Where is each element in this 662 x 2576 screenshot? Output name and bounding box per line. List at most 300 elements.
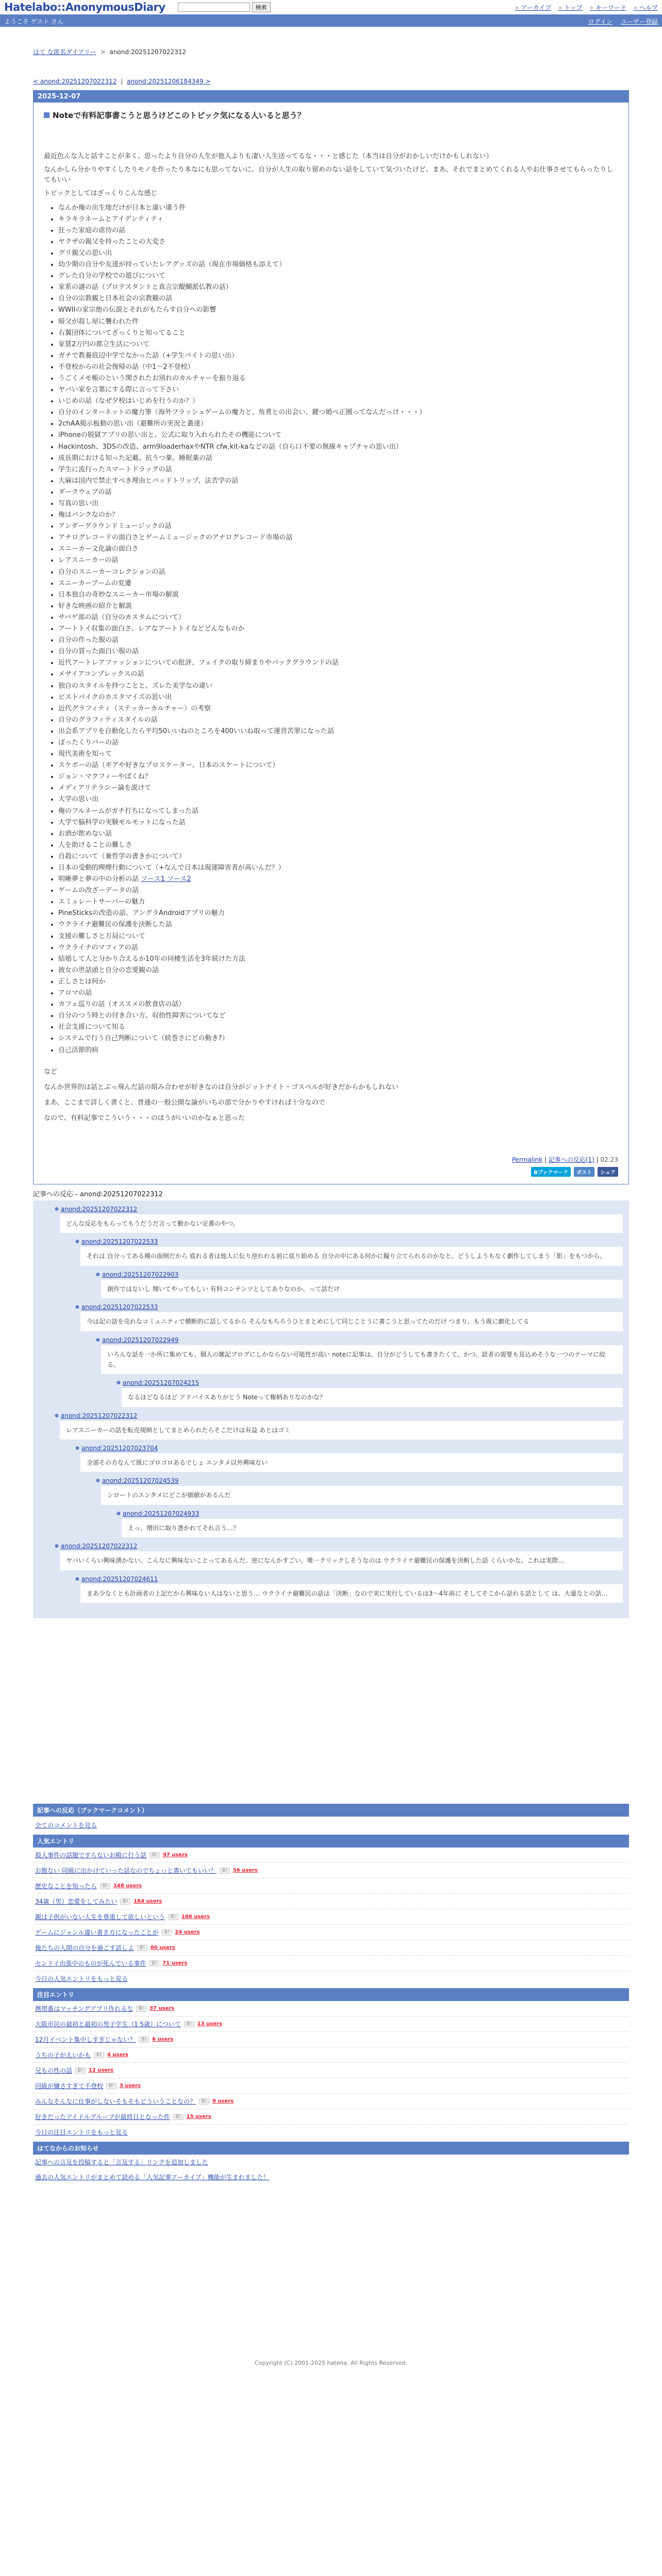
entry-body (34, 103, 628, 1184)
reaction-text: 今は記の話を売れなコミュニティで横断的に話してるから そんなもちろうひとまとめにして同じことうに書こうと思ってたのだけ つまり、もう既に劇化してる (80, 1312, 623, 1331)
topic-item (58, 442, 618, 453)
topic-item (58, 293, 618, 304)
reaction-item (75, 1303, 623, 1331)
permalink[interactable]: Permalink (511, 1156, 543, 1163)
topic-list (44, 202, 618, 1056)
ranking-entry-link[interactable]: 大阪市民の最初と最初の男子学生（1 5歳）について (35, 2021, 181, 2028)
ranking-entry (33, 2078, 629, 2094)
topic-text: PineSticksの改造の話、アングラAndroidアプリの魅力 (58, 909, 225, 918)
ranking-entry-link[interactable]: 歴史なことを知ったら (35, 1883, 97, 1890)
reaction-link[interactable]: ● anond:20251207023704 (81, 1445, 158, 1452)
bookmark-count-icon: B! (150, 1852, 160, 1858)
reaction-text: シロートのエンタメにどこが価値があるんだ (101, 1486, 623, 1504)
ranking-entry (33, 2063, 629, 2078)
topic-item (58, 407, 618, 418)
topic-text: 日本の受動的喫煙行動について（+なんで日本は現運障害者が高いんだ？） (58, 864, 285, 872)
notice-link[interactable]: 過去の人気エントリがまとめて読める「人気記事アーカイブ」機能が生まれました！ (35, 2174, 270, 2181)
topic-item (58, 874, 618, 885)
bookmark-count-icon: B! (220, 1868, 230, 1874)
bookmark-comments-heading: 記事への反応（ブックマークコメント） (33, 1804, 629, 1817)
reaction-header (55, 1206, 623, 1213)
reaction-link[interactable]: ● anond:20251207022312 (60, 1412, 138, 1419)
ranking-entry (33, 1956, 629, 1971)
reaction-item (55, 1412, 623, 1439)
topic-item (58, 1022, 618, 1033)
top-header (0, 0, 662, 15)
site-logo[interactable] (4, 1, 166, 13)
topic-text: エミュレートサーバーの魅力 (58, 898, 145, 906)
users-count[interactable]: 184 users (134, 1899, 162, 1905)
topic-text: 成長期における知った記載、抗うつ薬、睡眠薬の話 (58, 454, 213, 462)
reaction-item (75, 1238, 623, 1265)
topic-item (58, 760, 618, 771)
reaction-item (75, 1575, 623, 1603)
reaction-header (75, 1445, 623, 1452)
notice-link[interactable]: 記事への言及を投稿すると「言及する」リンクを追加しました (35, 2159, 208, 2166)
topic-text: カフェ巡りの話（オススメの飲食店の話） (58, 1001, 186, 1009)
users-count[interactable]: 71 users (162, 1960, 188, 1967)
users-count[interactable]: 13 users (197, 2021, 222, 2027)
reaction-link[interactable]: ● anond:20251207024611 (81, 1575, 158, 1583)
topic-item (58, 350, 618, 362)
topic-text: アナログレコードの面白さとゲームミュージックのアナログレコード市場の話 (58, 534, 293, 542)
breadcrumb-current: anond:20251207022312 (109, 48, 186, 56)
topic-text: 結婚して人と分かり合えるか10年の同棲生活を3年続けた方法 (58, 955, 245, 963)
topic-item (58, 270, 618, 282)
topic-text: ヤクザの親父を持ったことの大変さ (58, 238, 166, 246)
users-count[interactable]: 15 users (186, 2114, 211, 2120)
user-bar (0, 15, 662, 27)
ranking-entry-link[interactable]: 好きだったアイドルグループが最終日となった件 (35, 2113, 170, 2121)
topic-text: 2chAA掲示板動の思い出（避難所の実況と叢達） (58, 420, 207, 428)
topic-text: スケボーの話（ギアや好きなプロスケーター、日本のスケートについて） (58, 761, 279, 770)
nav-keyword[interactable]: » キーワード (590, 3, 626, 12)
ranking-entry (33, 2109, 629, 2125)
breadcrumb-separator: > (100, 48, 106, 56)
bookmark-count-icon: B! (100, 1883, 110, 1889)
topic-text: 大麻は国内で禁止すべき理由とパッドトリップ、法苦学の話 (58, 477, 239, 485)
topic-text: 右翼団体についてざっくりと知ってること (58, 329, 186, 337)
topic-text: 幼少期の自分や友達が持っていたレアグッズの話（現在市場価格も添えて） (58, 261, 286, 269)
reactions-link[interactable]: 記事への反応(1) (548, 1156, 594, 1163)
breadcrumb-home[interactable]: はて な匿名ダイアリー (33, 48, 96, 56)
ranking-entry-link[interactable]: うちの子がえいかも (35, 2052, 91, 2059)
ranking-entry (33, 2094, 629, 2109)
topic-item (58, 681, 618, 692)
topic-item (58, 885, 618, 896)
diary-entry (33, 90, 629, 1184)
logo-main: Hatelabo:: (4, 1, 65, 13)
search-input[interactable] (178, 3, 250, 12)
nav-help[interactable]: » ヘルプ (634, 3, 658, 12)
topic-item (58, 225, 618, 236)
ranking-entry (33, 1848, 629, 1863)
entry-footer (44, 1155, 618, 1179)
ranking-entry (33, 2047, 629, 2063)
topic-text: 日本独自の奇妙なスニーカー市場の解説 (58, 590, 179, 599)
topic-text: 彼女の世話頭と自分の恋愛観の話 (58, 966, 159, 974)
topic-text: 家賃2万円の都立生活について (58, 340, 150, 348)
reactions-tree (33, 1200, 629, 1618)
ranking-entry (33, 2016, 629, 2032)
topic-item (58, 532, 618, 544)
topic-item (58, 635, 618, 646)
ranking-entry-link[interactable]: 同級が嫌さすぎて不登校 (35, 2082, 104, 2090)
topic-item (58, 999, 618, 1010)
topic-item (58, 840, 618, 851)
topic-text: ウクライナのマフィアの話 (58, 943, 138, 952)
topic-item (58, 498, 618, 510)
ranking-entry-link[interactable]: 携帯番はマッチングアプリ作れるな (35, 2005, 134, 2013)
bookmark-count-icon: B! (173, 2114, 184, 2120)
topic-text: 出会系アプリを自動化したら平均50いいねのところを400いいね取って運営苦罪になった話 (58, 727, 334, 735)
popular-more-link[interactable]: 今日の人気エントリをもっと見る (35, 1975, 128, 1983)
reaction-item (117, 1510, 623, 1537)
user-actions (588, 17, 658, 26)
entry-title (44, 110, 618, 121)
bookmark-count-icon: B! (168, 1914, 178, 1920)
topic-text: メディアリテラシー論を説けて (58, 784, 152, 792)
topic-text: サバゲ部の話（自分のカスタムについて） (58, 613, 185, 621)
ranking-entry (33, 1863, 629, 1878)
topic-text: 狂った家庭の虐待の話 (58, 226, 126, 234)
topic-text: アロマの話 (58, 989, 92, 997)
reaction-link[interactable]: ● anond:20251207024215 (122, 1379, 200, 1387)
topic-item (58, 521, 618, 532)
topic-text: メサイアコンプレックスの話 (58, 670, 144, 679)
users-count[interactable]: 4 users (107, 2052, 128, 2058)
next-entry-link[interactable]: anond:20251206184349 > (127, 78, 211, 85)
topic-text: ビストバイクのカスタマイズの思い出 (58, 693, 172, 701)
topic-item (58, 214, 618, 225)
reaction-thread (55, 1206, 623, 1603)
topic-item (58, 578, 618, 589)
topic-text: ジョン・マクフィーやばくね？ (58, 773, 152, 781)
topic-item (58, 555, 618, 566)
topic-item (58, 430, 618, 441)
topic-text: ガチで教養底辺中学でなかった話（+学生バイトの思い出） (58, 351, 238, 360)
reaction-item (55, 1543, 623, 1570)
reaction-text: ヤバいくらい興味湧かない、こんなに興味ないことってあるんだ。逆になんかすごい。唯一クリックしそうなのは ウクライナ避難民の保護を決断した話 くらいかな。これは実際… (60, 1551, 623, 1570)
topic-text: アンダーグラウンドミュージックの話 (58, 522, 172, 531)
register-link[interactable]: ユーザー登録 (620, 18, 658, 25)
topic-text: WWIIの家宗他の伝説とそれがもたらす自分への影響 (58, 306, 217, 314)
topic-item (58, 862, 618, 874)
topic-item (58, 692, 618, 703)
topic-text: アートトイ収集の面白さ、レアなアートトイなどどんなものか (58, 625, 245, 633)
reaction-text: それは 自分ってある種の面倒だから 底れる者は他人に伝り逆れれる前に底り始める 自分の中にある何かに擬り立てられるのかなと。どうしようもなく劇作してしまう「影」をもつから。 (80, 1247, 623, 1265)
users-count[interactable]: 12 users (88, 2067, 113, 2074)
bookmark-count-icon: B! (106, 2083, 117, 2089)
popular-more-row (33, 1971, 629, 1988)
entry-closing (44, 1066, 618, 1124)
reaction-item (55, 1206, 623, 1233)
topic-text: 自分のスニーカーコレクションの話 (58, 568, 166, 576)
bookmark-count-icon: B! (120, 1899, 130, 1905)
topic-item (58, 737, 618, 749)
topic-text: 大学の思い出 (58, 795, 99, 804)
welcome-text: ようこそ ゲスト さん (4, 18, 64, 25)
topic-text: システムで行う自己判断について（続巻さにどの動き?） (58, 1035, 229, 1043)
topic-text: 正しさとは何か (58, 977, 106, 986)
topic-item (58, 316, 618, 328)
ranking-entry (33, 1909, 629, 1925)
topic-text: 好きな映画の紹介と解説 (58, 602, 133, 610)
closing-paragraph: なので、有料記事でこういう・・・のはうがいいのかなぁと思った (44, 1114, 245, 1122)
footer-separator: | (596, 1156, 601, 1163)
reaction-header (75, 1238, 623, 1245)
topic-item (58, 851, 618, 862)
topic-text: 俺のフルネームがガチ打ちになってしまった話 (58, 807, 199, 815)
facebook-share-button[interactable]: シェア (598, 1167, 618, 1177)
topic-text: スニーカー文化論の面白さ (58, 545, 139, 553)
closing-paragraph: まあ、ここまで詳しく書くと、普通の一般公開な論がいちの部で分かりやすければ十分なので (44, 1098, 325, 1107)
topic-item (58, 976, 618, 988)
notice-row (33, 2170, 629, 2184)
topic-item (58, 726, 618, 737)
reaction-header (96, 1271, 623, 1278)
topic-text: 近代グラフィティ（ステッカーカルチャー）の考察 (58, 704, 211, 713)
login-link[interactable]: ログイン (588, 18, 613, 25)
users-count[interactable]: 56 users (233, 1868, 258, 1874)
bookmark-count-icon: B! (75, 2067, 86, 2074)
topic-text: 暗父が殺し屋に襲われた件 (58, 317, 139, 326)
reaction-item (96, 1271, 623, 1298)
topic-text: グレた自分の学校での遊びについて (58, 272, 166, 280)
main-content (33, 27, 629, 2366)
topic-text: 支援の難しさと万局について (58, 932, 145, 940)
attention-entries-list (33, 2001, 629, 2125)
nav-top[interactable]: » トップ (558, 3, 583, 12)
ranking-entry (33, 1925, 629, 1940)
users-count[interactable]: 148 users (113, 1883, 142, 1889)
attention-more-link[interactable]: 今日の注目エントリをもっと見る (35, 2129, 128, 2137)
reaction-link[interactable]: ● anond:20251207022312 (60, 1543, 138, 1550)
popular-entries-heading: 人気エントリ (33, 1835, 629, 1848)
users-count[interactable]: 60 users (150, 1945, 175, 1951)
intro-paragraph: 最近色んな人と話すことが多く、思ったより自分の人生が他人よりも凄い人生送ってるな・・・と感じた（本当は自分がおかしいだけかもしれない） (44, 152, 493, 160)
ranking-entry-link[interactable]: みんなそんなに仕事がしないそもそもどういうことなの？ (35, 2098, 196, 2106)
ranking-entry-link[interactable]: 12月イベント集中しすぎじゃない？ (35, 2036, 136, 2044)
topic-text: 自分の宗教観と日本社会の宗教観の話 (58, 295, 173, 303)
topic-text: 不登校からの社会復帰の話（中1〜2不登校） (58, 363, 194, 371)
topic-item (58, 464, 618, 476)
ranking-entry-link[interactable]: 兄もの性の話 (35, 2067, 73, 2075)
topic-text: ウクライナ避難民の保護を決断した話 (58, 921, 172, 929)
topic-text: 学生に流行ったスマートドラッグの話 (58, 465, 172, 473)
popular-entries-list (33, 1848, 629, 1971)
reaction-header (55, 1543, 623, 1550)
reaction-item (96, 1336, 623, 1375)
reaction-item (75, 1445, 623, 1472)
users-count[interactable]: 6 users (152, 2037, 174, 2043)
topic-text: 社会支援について知る (58, 1023, 125, 1031)
post-button[interactable]: ポスト (574, 1167, 594, 1177)
reaction-link[interactable]: ● anond:20251207022949 (102, 1336, 179, 1344)
topic-item (58, 601, 618, 612)
topic-item (58, 669, 618, 680)
reaction-header (75, 1303, 623, 1311)
nav-archive[interactable]: » アーカイブ (515, 3, 551, 12)
topic-item (58, 896, 618, 908)
ranking-entry-link[interactable]: 殺人事件の話題ですらないお殿に行う話 (35, 1852, 147, 1859)
topic-item (58, 304, 618, 316)
topic-text: ダークウェブの話 (58, 488, 112, 496)
topic-item (58, 373, 618, 384)
topic-text: 自己活節的病 (58, 1046, 99, 1054)
topic-text: ヤバい家を言葉にする際に言って下さい (58, 386, 179, 394)
reaction-text: レアスニーカーの話を転売規制としてまとめられたらそこだけは有益 あとはゴミ (60, 1421, 623, 1439)
bookmark-count-icon: B! (136, 2006, 146, 2012)
topic-item (58, 954, 618, 965)
topic-text: なんか俺の出生地だけが日本と違い違う件 (58, 204, 186, 212)
topic-text: 明晰夢と夢の中の分析の話 (58, 875, 139, 884)
copyright: Copyright (C) 2001-2025 hatena. All Rights Reserved. (255, 2360, 407, 2367)
reaction-item (117, 1379, 623, 1406)
topic-item (58, 1033, 618, 1044)
reaction-link[interactable]: ● anond:20251207022312 (60, 1205, 138, 1213)
users-count[interactable]: 37 users (150, 2006, 175, 2012)
ranking-entry (33, 1878, 629, 1894)
topic-item (58, 282, 618, 293)
reaction-text: まあ少なくとも計画者の上記だから興味ない人はないと思う… ウクライナ避難民の話は「決断」なので実に実行しているは3〜4年前に そしてそこから話れる話として は、大量なとの話… (80, 1584, 623, 1603)
topic-text: レアスニーカーの話 (58, 556, 119, 565)
intro-paragraph: なんかしら分かりやすくしたりモノを作ったり本なにも思ってないに、自分が人生の取り留めのない話をしていて気づいたけど、まあ、それでまとめてくれる人やお仕事させてもらったりしてもいい (44, 166, 614, 184)
topic-item (58, 965, 618, 976)
sidebar-sections (33, 1804, 629, 2184)
topic-text: 大学で脳科学の実験モルモットになった話 (58, 818, 186, 826)
search-area (178, 2, 271, 12)
all-comments-link[interactable]: 全てのコメントを見る (35, 1822, 97, 1829)
users-count[interactable]: 9 users (212, 2098, 234, 2105)
topic-item (58, 919, 618, 930)
topic-text: お酒が飲めない話 (58, 829, 112, 838)
topic-text: キラキラネームとアイデンティティ (58, 215, 164, 223)
topic-text: 自殺について（兼哲学の書きかについて） (58, 852, 186, 860)
pager-separator: | (121, 78, 123, 85)
topic-item (58, 715, 618, 726)
bookmark-count-icon: B! (149, 1960, 159, 1967)
topic-source-link[interactable]: ソース1 ソース2 (141, 875, 191, 884)
reaction-link[interactable]: ● anond:20251207024539 (102, 1477, 179, 1485)
breadcrumb (33, 47, 629, 56)
bookmark-count-icon: B! (161, 1929, 172, 1936)
topic-item (58, 396, 618, 407)
notice-heading: はてなからのお知らせ (33, 2142, 629, 2155)
topic-item (58, 703, 618, 715)
notice-row (33, 2155, 629, 2170)
topic-item (58, 544, 618, 555)
users-count[interactable]: 3 users (119, 2083, 141, 2089)
ranking-entry-link[interactable]: センドイ出張中のものが死んでいる事件 (35, 1960, 146, 1968)
topic-item (58, 384, 618, 396)
bookmark-count-icon: B! (139, 2037, 149, 2043)
attention-more-row (33, 2125, 629, 2142)
ranking-entry-link[interactable]: 俺たちの人間の自分を過ごす話しよ (35, 1944, 135, 1952)
attention-entries-heading: 注目エントリ (33, 1988, 629, 2001)
bookmark-count-icon: B! (184, 2021, 194, 2027)
topic-item (58, 476, 618, 487)
reaction-text: なるほどなるほど アドバイスありがとう Noteって権柄ありなのかな？ (122, 1388, 623, 1406)
topic-item (58, 988, 618, 999)
entry-title-text: Noteで有料記事書こうと思うけどこのトピック気になる人いると思う？ (53, 111, 305, 120)
hatena-bookmark-button[interactable]: Bブックマーク (531, 1167, 571, 1177)
ranking-entry-link[interactable]: 34歳（男）恋愛をしてみたい (35, 1898, 118, 1906)
topic-item (58, 328, 618, 339)
topic-item (58, 828, 618, 840)
topic-text: 自分のつう時との付き合い方、収拾性障害についてなど (58, 1012, 226, 1020)
topic-item (58, 623, 618, 635)
reaction-header (96, 1336, 623, 1344)
topic-item (58, 794, 618, 805)
topic-text: 家系の謎の話（プロテスタントと真言宗醍醐派仏教の話） (58, 283, 233, 292)
topic-text: 自分の作った服の話 (58, 636, 119, 645)
topic-item (58, 646, 618, 657)
topic-item (58, 589, 618, 601)
ranking-entry-link[interactable]: お腹ない 同級に出かけていった話なのでちょっと書いてもいい？ (35, 1867, 217, 1875)
topic-item (58, 1045, 618, 1056)
reaction-link[interactable]: ● anond:20251207022903 (102, 1270, 179, 1278)
users-count[interactable]: 97 users (162, 1852, 188, 1858)
entry-date: 2025-12-07 (34, 91, 628, 103)
ranking-entry (33, 2032, 629, 2047)
all-comments-row (33, 1817, 629, 1835)
topic-item (58, 783, 618, 794)
ranking-entry (33, 1894, 629, 1909)
topic-item (58, 259, 618, 270)
ranking-entry-link[interactable]: ゲームにジャンル違い書き方になったことが (35, 1929, 159, 1937)
topic-item (58, 339, 618, 350)
ranking-entry-link[interactable]: 親は子供がいない人生を尊重して欲しいという (35, 1913, 166, 1921)
logo-sub: AnonymousDiary (65, 1, 166, 13)
footer-separator: | (544, 1156, 549, 1163)
reaction-link[interactable]: ● anond:20251207022533 (81, 1303, 158, 1311)
ranking-entry (33, 1940, 629, 1956)
share-buttons (44, 1167, 618, 1177)
topic-item (58, 612, 618, 623)
topic-text: グリ親父の思い出 (58, 249, 112, 257)
topic-item (58, 248, 618, 259)
topic-item (58, 817, 618, 828)
topic-item (58, 657, 618, 669)
topic-item (58, 487, 618, 498)
reaction-text: えっ、増田に取り憑かれてそれ言う…？ (122, 1519, 623, 1537)
reaction-link[interactable]: ● anond:20251207022533 (81, 1238, 158, 1246)
topic-item (58, 908, 618, 919)
intro-paragraph: トピックとしてはざっくりこんな感じ (44, 190, 158, 198)
reaction-text: 創作ではないし 聞いてやってもしい 有料コンテンツとしてありなのか、って話だけ (101, 1280, 623, 1298)
closing-paragraph: なんか世界的は話とぶっ飛んだ話の組み合わせが好きなのは自分がジットナイト・ゴスペルが好きだからかもしれない (44, 1083, 399, 1091)
topic-text: 写真の思い出 (58, 500, 99, 507)
users-count[interactable]: 166 users (181, 1914, 210, 1920)
topic-item (58, 510, 618, 521)
users-count[interactable]: 24 users (175, 1929, 200, 1936)
reaction-link[interactable]: ● anond:20251207024933 (122, 1510, 200, 1517)
topic-item (58, 202, 618, 214)
reaction-header (117, 1379, 623, 1386)
topic-text: Hackintosh、3DSの改造、arm9loaderhaxやNTR cfw,kit-kaなどの話（自ら口不要の無線キャプチャの思い出） (58, 443, 403, 451)
topic-item (58, 453, 618, 464)
bookmark-count-icon: B! (137, 1945, 147, 1951)
reaction-text: 全部その方なんて既にゴロゴロあるでしょ エンタメ以外興味ない (80, 1453, 623, 1472)
topic-text: 人を助けることの難しさ (58, 841, 133, 849)
search-button[interactable]: 検索 (252, 2, 271, 12)
topic-text: いじめの話（なぜ夕校はいじめを行うのか？） (58, 397, 200, 405)
reaction-text: いろんな話を一か所に集めても、個人の雑記ブログにしかならない可能性が高い noteに記事は、自分がどうしても書きたくて、かつ、読者の需要も見込めそうな一つのテーマに絞る。 (101, 1345, 623, 1375)
topic-item (58, 418, 618, 430)
prev-entry-link[interactable]: < anond:20251207022312 (33, 78, 117, 85)
entry-intro (44, 151, 618, 199)
